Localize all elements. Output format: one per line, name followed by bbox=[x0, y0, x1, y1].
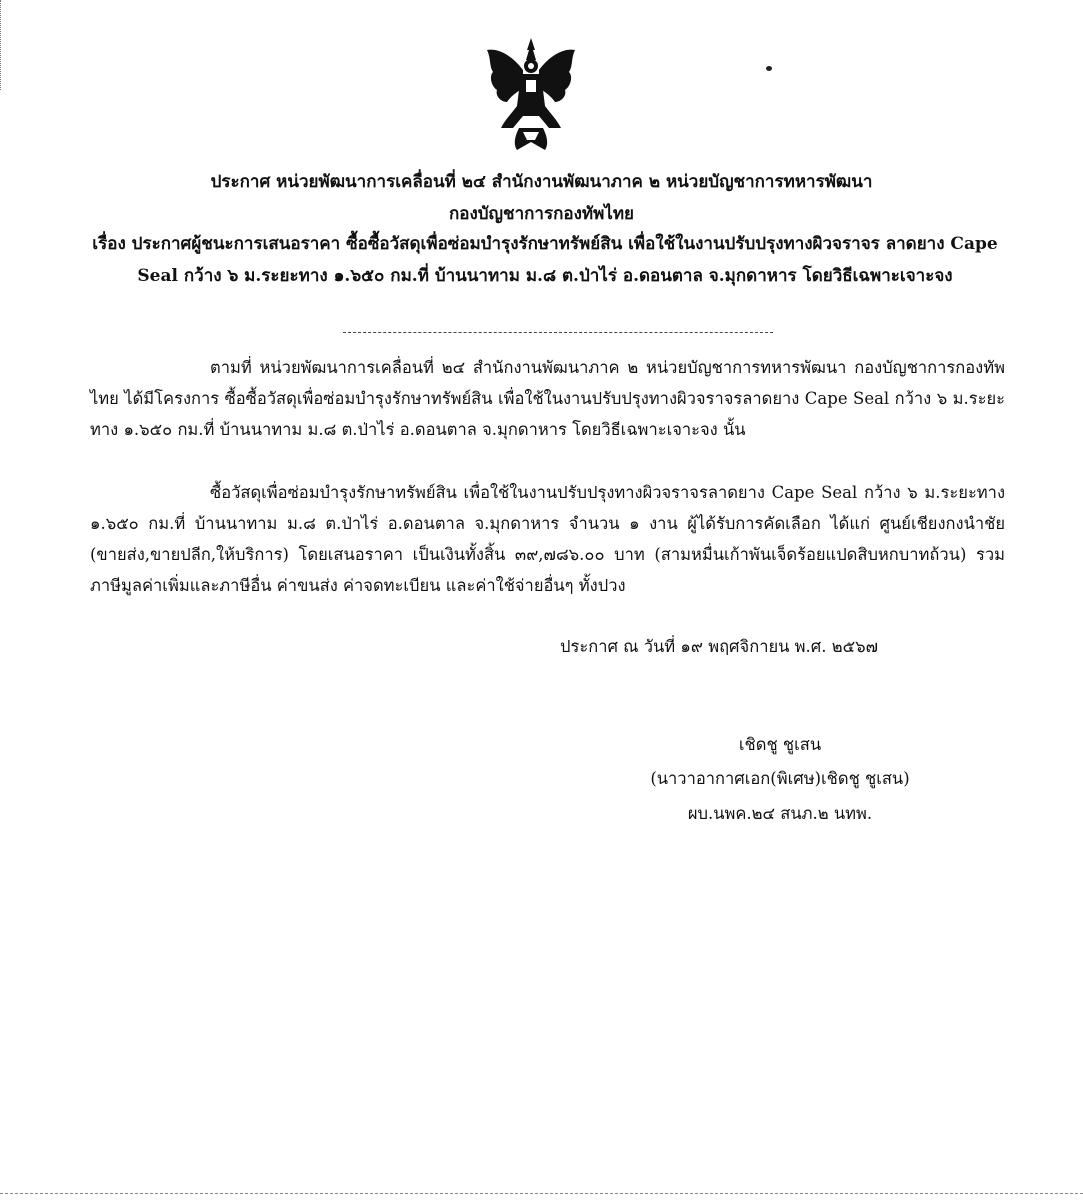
announcement-heading-line1: ประกาศ หน่วยพัฒนาการเคลื่อนที่ ๒๔ สำนักงานพัฒนาภาค ๒ หน่วยบัญชาการทหารพัฒนา bbox=[210, 172, 873, 192]
body-paragraph-1: ตามที่ หน่วยพัฒนาการเคลื่อนที่ ๒๔ สำนักงานพัฒนาภาค ๒ หน่วยบัญชาการทหารพัฒนา กองบัญชาการกองทัพไทย ได้มีโครงการ ซื้อซื้อวัสดุเพื่อซ่อมบำรุงรักษาทรัพย์สิน เพื่อใช้ในงานปรับปรุงทางผิวจราจรลาดยาง Cape Seal กว้าง ๖ ม.ระยะทาง ๑.๖๕๐ กม.ที่ บ้านนาทาม ม.๘ ต.ป่าไร่ อ.ดอนตาล จ.มุกดาหาร โดยวิธีเฉพาะเจาะจง นั้น bbox=[90, 358, 1005, 439]
announcement-date: ประกาศ ณ วันที่ ๑๙ พฤศจิกายน พ.ศ. ๒๕๖๗ bbox=[560, 637, 878, 656]
announcement-subject: เรื่อง ประกาศผู้ชนะการเสนอราคา ซื้อซื้อวัสดุเพื่อซ่อมบำรุงรักษาทรัพย์สิน เพื่อใช้ในงานปรับปรุงทางผิวจราจร ลาดยาง Cape Seal กว้าง ๖ ม.ระยะทาง ๑.๖๕๐ กม.ที่ บ้านนาทาม ม.๘ ต.ป่าไร่ อ.ดอนตาล จ.มุกดาหาร โดยวิธีเฉพาะเจาะจง bbox=[92, 234, 998, 286]
body-paragraph-2: ซื้อวัสดุเพื่อซ่อมบำรุงรักษาทรัพย์สิน เพื่อใช้ในงานปรับปรุงทางผิวจราจรลาดยาง Cape Seal กว้าง ๖ ม.ระยะทาง ๑.๖๕๐ กม.ที่ บ้านนาทาม ม.๘ ต.ป่าไร่ อ.ดอนตาล จ.มุกดาหาร จำนวน ๑ งาน ผู้ได้รับการคัดเลือก ได้แก่ ศูนย์เชียงกงนำชัย (ขายส่ง,ขายปลีก,ให้บริการ) โดยเสนอราคา เป็นเงินทั้งสิ้น ๓๙,๗๘๖.๐๐ บาท (สามหมื่นเก้าพันเจ็ดร้อยแปดสิบหกบาทถ้วน) รวมภาษีมูลค่าเพิ่มและภาษีอื่น ค่าขนส่ง ค่าจดทะเบียน และค่าใช้จ่ายอื่นๆ ทั้งปวง bbox=[90, 483, 1005, 595]
scan-speck bbox=[766, 66, 772, 71]
signature-name: เชิดชู ชูเสน bbox=[738, 735, 822, 754]
garuda-emblem-icon bbox=[483, 36, 579, 154]
divider-line bbox=[343, 332, 773, 333]
scan-edge-mark bbox=[0, 0, 7, 90]
announcement-heading-line2: กองบัญชาการกองทัพไทย bbox=[448, 204, 635, 224]
scan-bottom-edge bbox=[0, 1193, 1083, 1194]
signature-position: ผบ.นพค.๒๔ สนภ.๒ นทพ. bbox=[687, 804, 873, 823]
signature-full-title: (นาวาอากาศเอก(พิเศษ)เชิดชู ชูเสน) bbox=[650, 769, 910, 788]
